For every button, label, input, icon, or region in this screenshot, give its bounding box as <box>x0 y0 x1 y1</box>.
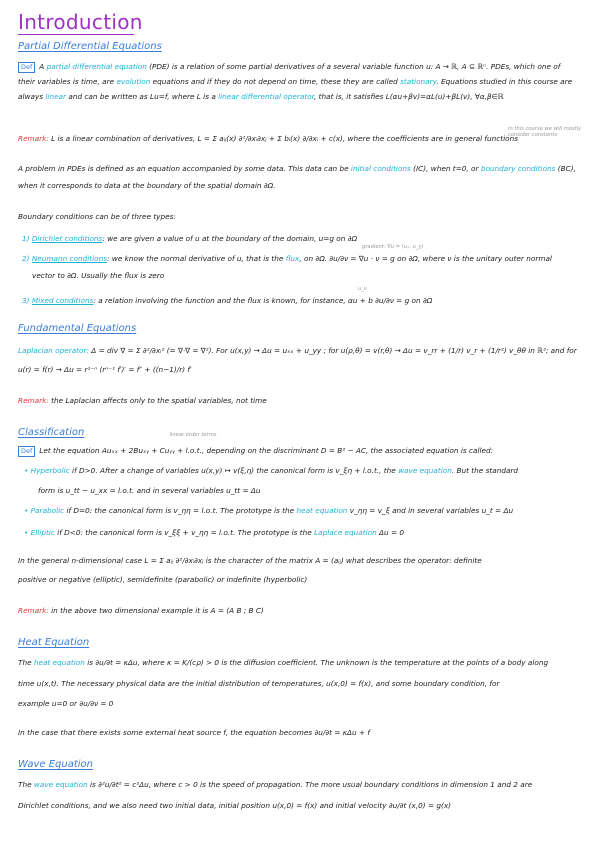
remark-matrix: Remark: in the above two dimensional example it is A = (A B ; B C) <box>18 606 264 615</box>
title-underline <box>18 34 134 35</box>
term-dirichlet: Dirichlet conditions <box>31 234 103 243</box>
remark-operator: Remark: L is a linear combination of derivatives, L = Σ aᵢⱼ(x) ∂²/∂xᵢ∂xⱼ + Σ bᵢ(x) ∂/∂xᵢ + c(x), where the coefficients are in general functions <box>18 134 519 143</box>
term-stationary: stationary <box>400 77 437 87</box>
list-item-neumann: 2) Neumann conditions: we know the normal derivative of u, that is the flux, on ∂Ω. ∂u/∂ν = ∇u · ν = g on ∂Ω, where ν is the unitary outer normal vector to ∂Ω. Usually the flux is zero <box>22 254 552 280</box>
margin-note-constants: in this course we will mostly consider constants <box>508 126 582 139</box>
term-linear-operator: linear differential operator <box>218 92 315 101</box>
margin-note-lot: linear order terms <box>169 432 217 438</box>
term-elliptic: Elliptic <box>30 528 55 537</box>
heat-source-paragraph: In the case that there exists some external heat source f, the equation becomes ∂u/∂t = κΔu + f <box>18 728 370 737</box>
list-item-dirichlet: 1) Dirichlet conditions: we are given a value of u at the boundary of the domain, u=g on ∂Ω <box>22 234 358 243</box>
list-item-mixed: 3) Mixed conditions: a relation involving the function and the flux is known, for instance, αu + b ∂u/∂ν = g on ∂Ω <box>22 296 433 305</box>
list-item-elliptic: • Elliptic if D<0: the canonical form is v_ξξ + v_ηη = l.o.t. The prototype is the Laplace equation Δu = 0 <box>24 528 405 537</box>
term-laplacian: Laplacian operator: <box>18 346 89 355</box>
term-mixed: Mixed conditions <box>31 296 94 305</box>
classification-intro: Def Let the equation Auₓₓ + 2Buₓᵧ + Cuᵧᵧ + l.o.t., depending on the discriminant D = B² − AC, the associated equation is called: <box>18 446 583 457</box>
section-heading-fundamental: Fundamental Equations <box>18 323 137 334</box>
remark-label: Remark: <box>18 134 49 143</box>
term-linear: linear <box>45 92 67 101</box>
general-case-paragraph: In the general n-dimensional case L = Σ aᵢⱼ ∂²/∂xᵢ∂xⱼ is the character of the matrix A = (aᵢⱼ) what describes the operator: definite positive or negative (elliptic), semidefinite (parabolic) or indefinite (hyperbolic) <box>18 556 482 584</box>
section-heading-heat: Heat Equation <box>18 637 90 648</box>
term-boundary-conditions: boundary conditions <box>480 164 556 173</box>
term-flux: flux <box>285 254 300 263</box>
definition-pde: Def A partial differential equation (PDE) is a relation of some partial derivatives of a several variable function u: A → ℝ, A ⊆ ℝⁿ. PDEs, which one of their variables is time, are evolution equations and if they do not depend on time, these they are called stationary. Equations studied in this course are always linear and can be written as Lu=f, where L is a linear differential operator, that is, it satisfies L(αu+βv)=αL(u)+βL(v), ∀α,β∈ℝ <box>18 62 573 101</box>
laplacian-definition: Laplacian operator: Δ = div ∇ = Σ ∂²/∂xᵢ² (= ∇·∇ = ∇²). For u(x,y) → Δu = uₓₓ + u_yy ; for u(ρ,θ) = v(r,θ) → Δu = v_rr + (1/r) v_r + (1/r²) v_θθ in ℝ²; and for u(r) = f(r) → Δu = r¹⁻ⁿ (rⁿ⁻¹ f′)′ = f″ + ((n−1)/r) f′ <box>18 346 577 374</box>
section-heading-pde: Partial Differential Equations <box>18 41 162 52</box>
paragraph-bc-types: Boundary conditions can be of three types: <box>18 212 176 221</box>
term-neumann: Neumann conditions <box>31 254 108 263</box>
term-laplace-equation: Laplace equation <box>314 528 377 537</box>
list-item-parabolic: • Parabolic if D=0: the canonical form is v_ηη = l.o.t. The prototype is the heat equation v_ηη = v_ξ and in several variables u_t = Δu <box>24 506 514 515</box>
remark-laplacian: Remark: the Laplacian affects only to the spatial variables, not time <box>18 396 267 405</box>
term-evolution: evolution <box>116 77 151 87</box>
term-pde: partial differential equation <box>46 62 147 71</box>
term-initial-conditions: initial conditions <box>350 164 411 173</box>
paragraph-problem: A problem in PDEs is defined as an equation accompanied by some data. This data can be initial conditions (IC), when t=0, or boundary conditions (BC), when it corresponds to data at the boundary of the spatial domain ∂Ω. <box>18 164 576 190</box>
section-heading-classification: Classification <box>18 427 85 438</box>
wave-paragraph: The wave equation is ∂²u/∂t² = c²Δu, where c > 0 is the speed of propagation. The more usual boundary conditions in dimension 1 and 2 are Dirichlet conditions, and we also need two initial data, initial position u(x,0) = f(x) and initial velocity ∂u/∂t (x,0) = g(x) <box>18 780 533 810</box>
margin-note-gradient: gradient: ∇u = (uₓ, u_y) <box>362 244 424 250</box>
term-hyperbolic: Hyperbolic <box>30 466 70 475</box>
section-heading-wave: Wave Equation <box>18 759 94 770</box>
term-parabolic: Parabolic <box>30 506 65 515</box>
definition-badge: Def <box>18 62 35 73</box>
term-heat-equation-2: heat equation <box>33 658 85 667</box>
term-wave-equation-2: wave equation <box>33 780 88 789</box>
term-wave-equation: wave equation <box>398 466 452 475</box>
term-heat-equation: heat equation <box>296 506 348 515</box>
heat-paragraph: The heat equation is ∂u/∂t = κΔu, where κ = K/(cρ) > 0 is the diffusion coefficient. The unknown is the temperature at the points of a body along time u(x,t). The necessary physical data are the initial distribution of temperatures, u(x,0) = f(x), and some boundary condition, for example u=0 or ∂u/∂ν = 0 <box>18 658 549 709</box>
page-title: Introduction <box>18 10 143 34</box>
list-item-hyperbolic: • Hyperbolic if D>0. After a change of variables u(x,y) ↦ v(ξ,η) the canonical form is v_ξη + l.o.t., the wave equation. But the standard form is u_tt − u_xx = l.o.t. and in several variables u_tt = Δu <box>24 466 519 495</box>
margin-note-u-nu: u_ν <box>358 286 367 292</box>
